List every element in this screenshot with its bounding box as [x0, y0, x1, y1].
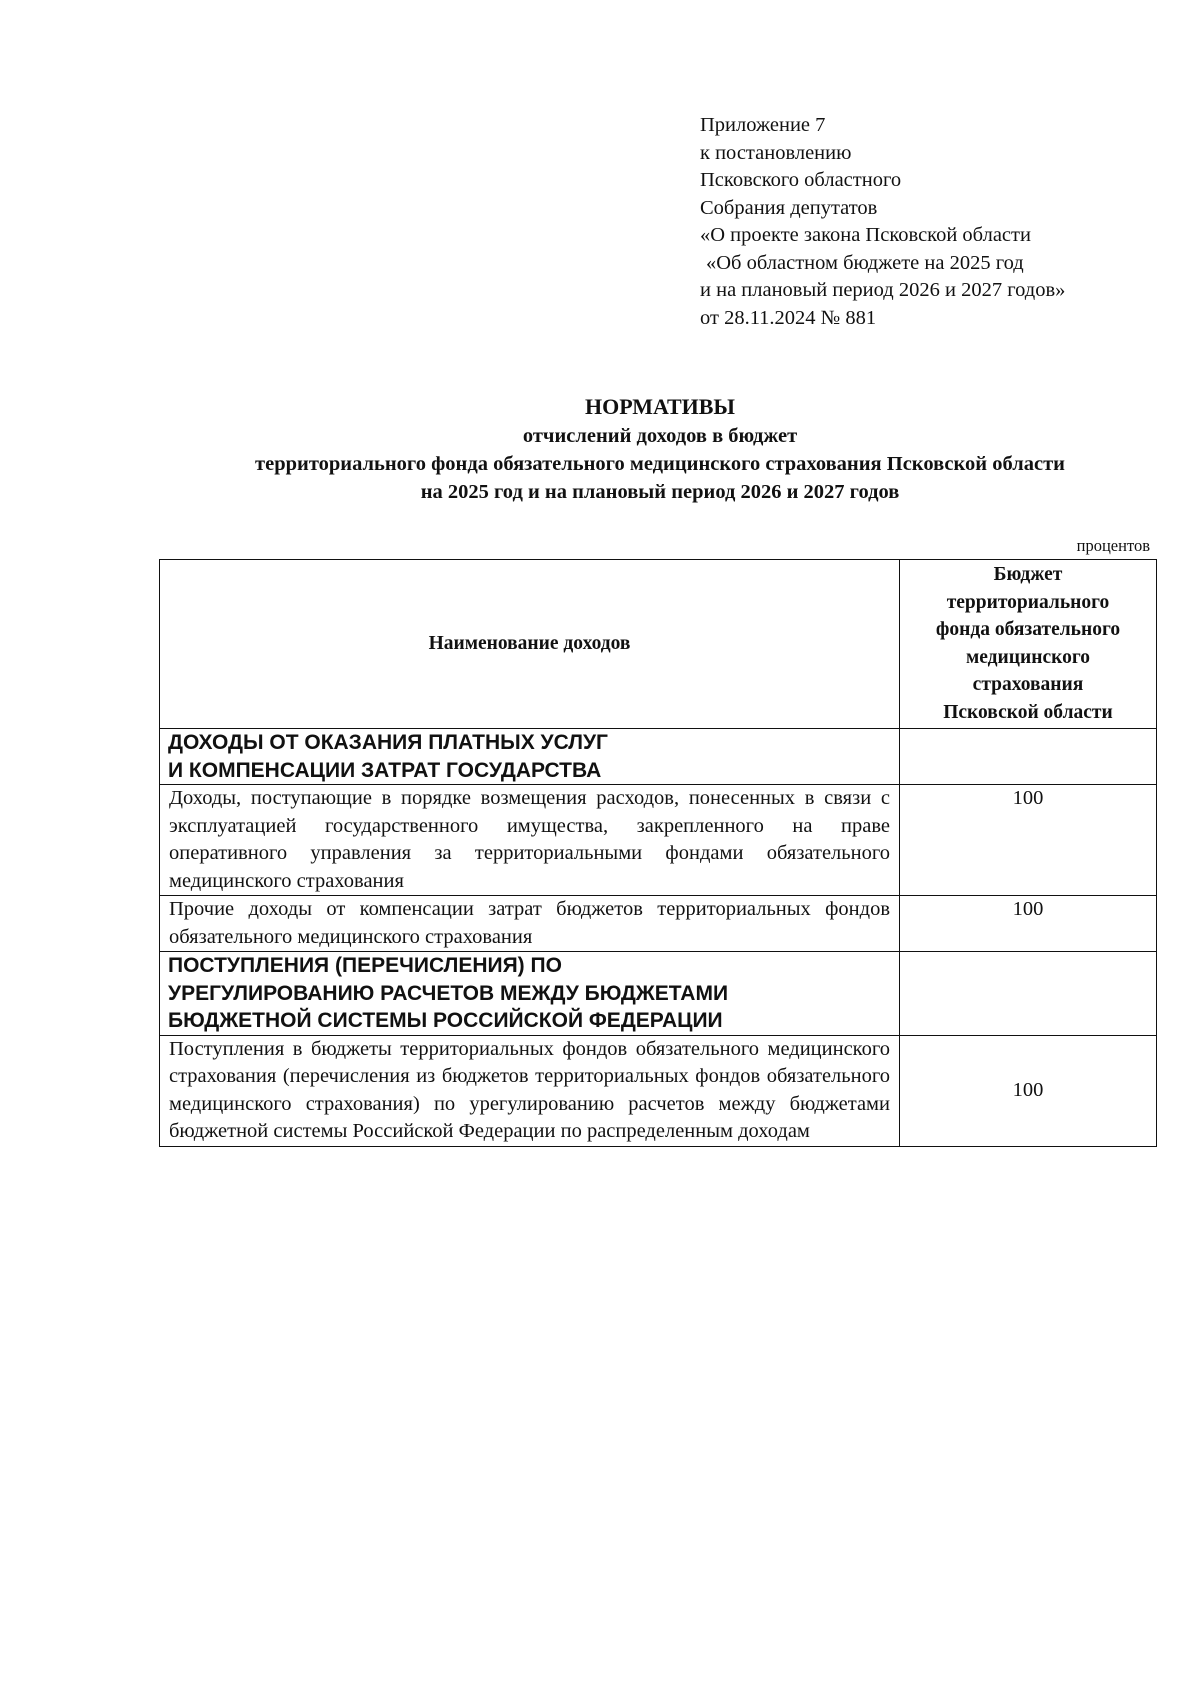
- section-title-cell: [160, 952, 900, 1036]
- income-name-cell: Поступления в бюджеты территориальных фондов обязательного медицинского страхования (перечисления из бюджетов территориальных фондов обязательного медицинского страхования) по урегулированию расчетов между бюджетами бюджетной системы Российской Федерации по распределенным доходам: [160, 1035, 900, 1146]
- section-title-line: УРЕГУЛИРОВАНИЮ РАСЧЕТОВ МЕЖДУ БЮДЖЕТАМИ: [168, 981, 729, 1005]
- appendix-line: «Об областном бюджете на 2025 год: [706, 251, 1024, 274]
- section-row: [160, 729, 1157, 785]
- section-title-line: БЮДЖЕТНОЙ СИСТЕМЫ РОССИЙСКОЙ ФЕДЕРАЦИИ: [168, 1009, 723, 1032]
- appendix-line: и на плановый период 2026 и 2027 годов»: [700, 279, 1066, 301]
- document-title: [150, 392, 1170, 506]
- appendix-line: «О проекте закона Псковской области: [700, 224, 1031, 246]
- header-budget-line: фонда обязательного: [935, 619, 1121, 640]
- appendix-line: Приложение 7: [700, 114, 826, 136]
- appendix-line: Собрания депутатов: [700, 196, 878, 219]
- header-budget-line: медицинского: [966, 646, 1090, 668]
- header-budget-line: территориального: [946, 591, 1110, 613]
- table-row: [160, 896, 1157, 952]
- norms-table: [159, 559, 1157, 1147]
- appendix-line: к постановлению: [700, 141, 852, 164]
- title-line: на 2025 год и на плановый период 2026 и 2027 годов: [420, 481, 900, 503]
- income-value-cell: 100: [900, 785, 1157, 896]
- table-row: [160, 785, 1157, 896]
- appendix-block: [700, 112, 1160, 332]
- table-row: [160, 1035, 1157, 1146]
- section-value-cell: [900, 952, 1157, 1036]
- title-line: отчислений доходов в бюджет: [522, 425, 798, 447]
- appendix-line: от 28.11.2024 № 881: [700, 306, 877, 329]
- header-budget-line: Бюджет: [993, 564, 1063, 585]
- income-name-cell: Доходы, поступающие в порядке возмещения расходов, понесенных в связи с эксплуатацией государственного имущества, закрепленного на праве оперативного управления за территориальными фондами обязательного медицинского страхования: [160, 785, 900, 896]
- header-budget-cell: [900, 560, 1157, 729]
- income-value-cell: 100: [900, 1035, 1157, 1146]
- income-value-cell: 100: [900, 896, 1157, 952]
- units-label: процентов: [1076, 536, 1150, 555]
- income-name-cell: Прочие доходы от компенсации затрат бюджетов территориальных фондов обязательного медицинского страхования: [160, 896, 900, 952]
- section-row: [160, 952, 1157, 1036]
- table-header-row: [160, 560, 1157, 729]
- header-budget-line: страхования: [972, 674, 1084, 695]
- section-title-line: ПОСТУПЛЕНИЯ (ПЕРЕЧИСЛЕНИЯ) ПО: [168, 954, 562, 977]
- title-line: территориального фонда обязательного медицинского страхования Псковской области: [255, 453, 1065, 475]
- section-title-line: ДОХОДЫ ОТ ОКАЗАНИЯ ПЛАТНЫХ УСЛУГ: [168, 731, 608, 754]
- appendix-line: Псковского областного: [700, 169, 902, 191]
- section-value-cell: [900, 729, 1157, 785]
- title-heading: НОРМАТИВЫ: [584, 394, 736, 419]
- section-title-line: И КОМПЕНСАЦИИ ЗАТРАТ ГОСУДАРСТВА: [168, 758, 602, 782]
- section-title-cell: [160, 729, 900, 785]
- header-name-cell: Наименование доходов: [160, 560, 900, 729]
- header-budget-line: Псковской области: [943, 701, 1113, 723]
